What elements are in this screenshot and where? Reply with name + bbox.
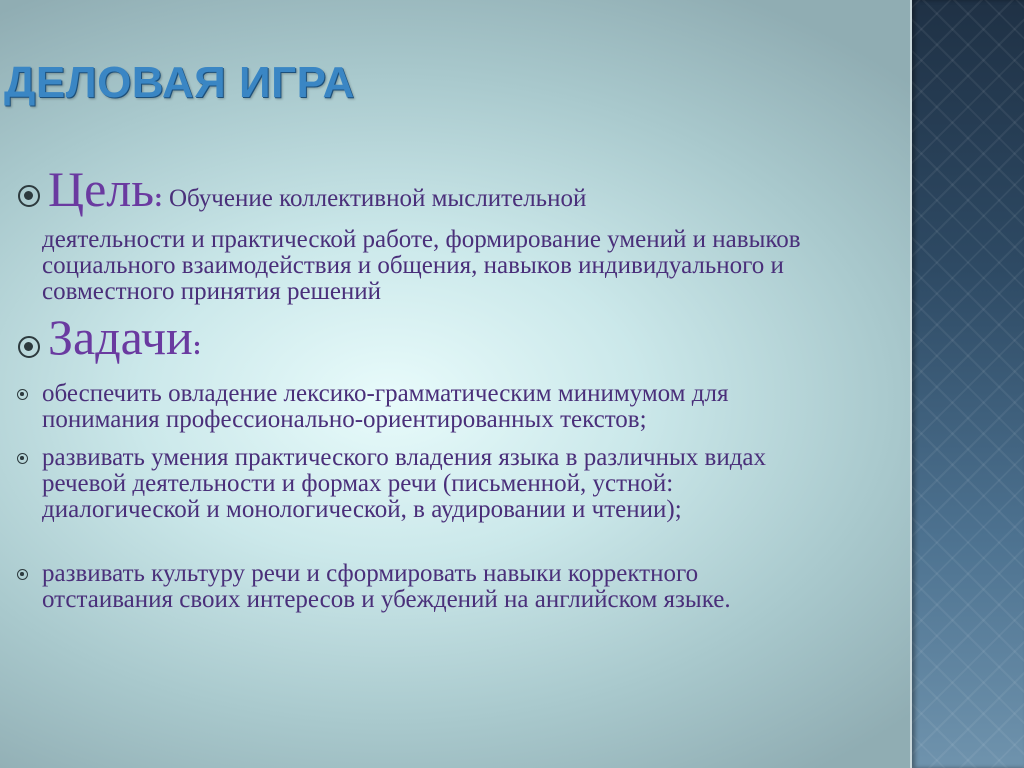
circled-dot-bullet-icon xyxy=(18,336,40,358)
small-circled-dot-bullet-icon xyxy=(17,389,28,400)
goal-label: Цель xyxy=(48,161,155,217)
tasks-colon: : xyxy=(192,331,202,360)
tasks-heading xyxy=(48,308,201,366)
task-item: развивать умения практического владения языка в различных видах речевой деятельности и формах речи (письменной, устной: диалогической и монологической, в аудировании и чтении); xyxy=(42,444,767,523)
small-circled-dot-bullet-icon xyxy=(17,453,28,464)
task-item: развивать культуру речи и сформировать навыки корректного отстаивания своих интересов и убеждений на английском языке. xyxy=(42,560,731,613)
circled-dot-bullet-icon xyxy=(18,185,40,207)
goal-line xyxy=(48,160,908,218)
slide-title: ДЕЛОВАЯ ИГРА xyxy=(4,58,355,107)
goal-colon: : xyxy=(154,183,163,212)
small-circled-dot-bullet-icon xyxy=(17,569,28,580)
goal-text-rest: деятельности и практической работе, формирование умений и навыков социального взаимодействия и общения, навыков индивидуального и совместного принятия решений xyxy=(42,226,801,305)
goal-text-first: Обучение коллективной мыслительной xyxy=(162,185,587,212)
side-decorative-panel xyxy=(912,0,1024,768)
task-item: обеспечить овладение лексико-грамматическим минимумом для понимания профессионально-ориентированных текстов; xyxy=(42,380,729,433)
tasks-label: Задачи xyxy=(48,309,193,365)
